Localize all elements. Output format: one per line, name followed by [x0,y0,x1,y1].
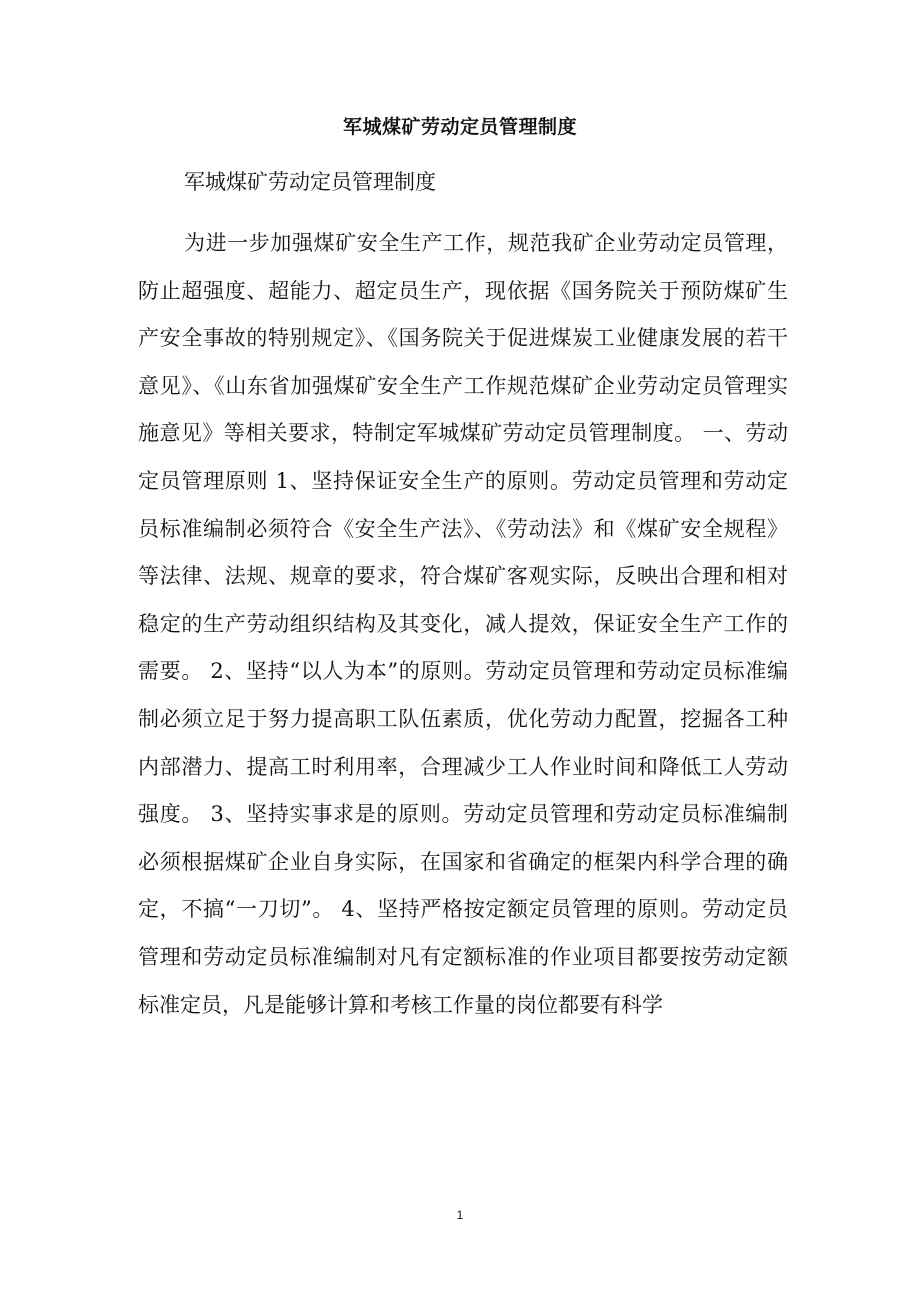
body-paragraph: 为进一步加强煤矿安全生产工作，规范我矿企业劳动定员管理，防止超强度、超能力、超定员生产，现依据《国务院关于预防煤矿生产安全事故的特别规定》、《国务院关于促进煤炭工业健康发展的若干意见》、《山东省加强煤矿安全生产工作规范煤矿企业劳动定员管理实施意见》等相关要求，特制定军城煤矿劳动定员管理制度。 一、劳动定员管理原则 1、坚持保证安全生产的原则。劳动定员管理和劳动定员标准编制必须符合《安全生产法》、《劳动法》和《煤矿安全规程》等法律、法规、规章的要求，符合煤矿客观实际，反映出合理和相对稳定的生产劳动组织结构及其变化，减人提效，保证安全生产工作的需要。 2、坚持“以人为本”的原则。劳动定员管理和劳动定员标准编制必须立足于努力提高职工队伍素质，优化劳动力配置，挖掘各工种内部潜力、提高工时利用率，合理减少工人作业时间和降低工人劳动强度。 3、坚持实事求是的原则。劳动定员管理和劳动定员标准编制必须根据煤矿企业自身实际，在国家和省确定的框架内科学合理的确定，不搞“一刀切”。 4、坚持严格按定额定员管理的原则。劳动定员管理和劳动定员标准编制对凡有定额标准的作业项目都要按劳动定额标准定员，凡是能够计算和考核工作量的岗位都要有科学 [138,231,788,1017]
document-title: 军城煤矿劳动定员管理制度 [342,116,577,138]
document-subtitle: 军城煤矿劳动定员管理制度 [184,170,436,194]
page-number: 1 [456,1208,464,1222]
